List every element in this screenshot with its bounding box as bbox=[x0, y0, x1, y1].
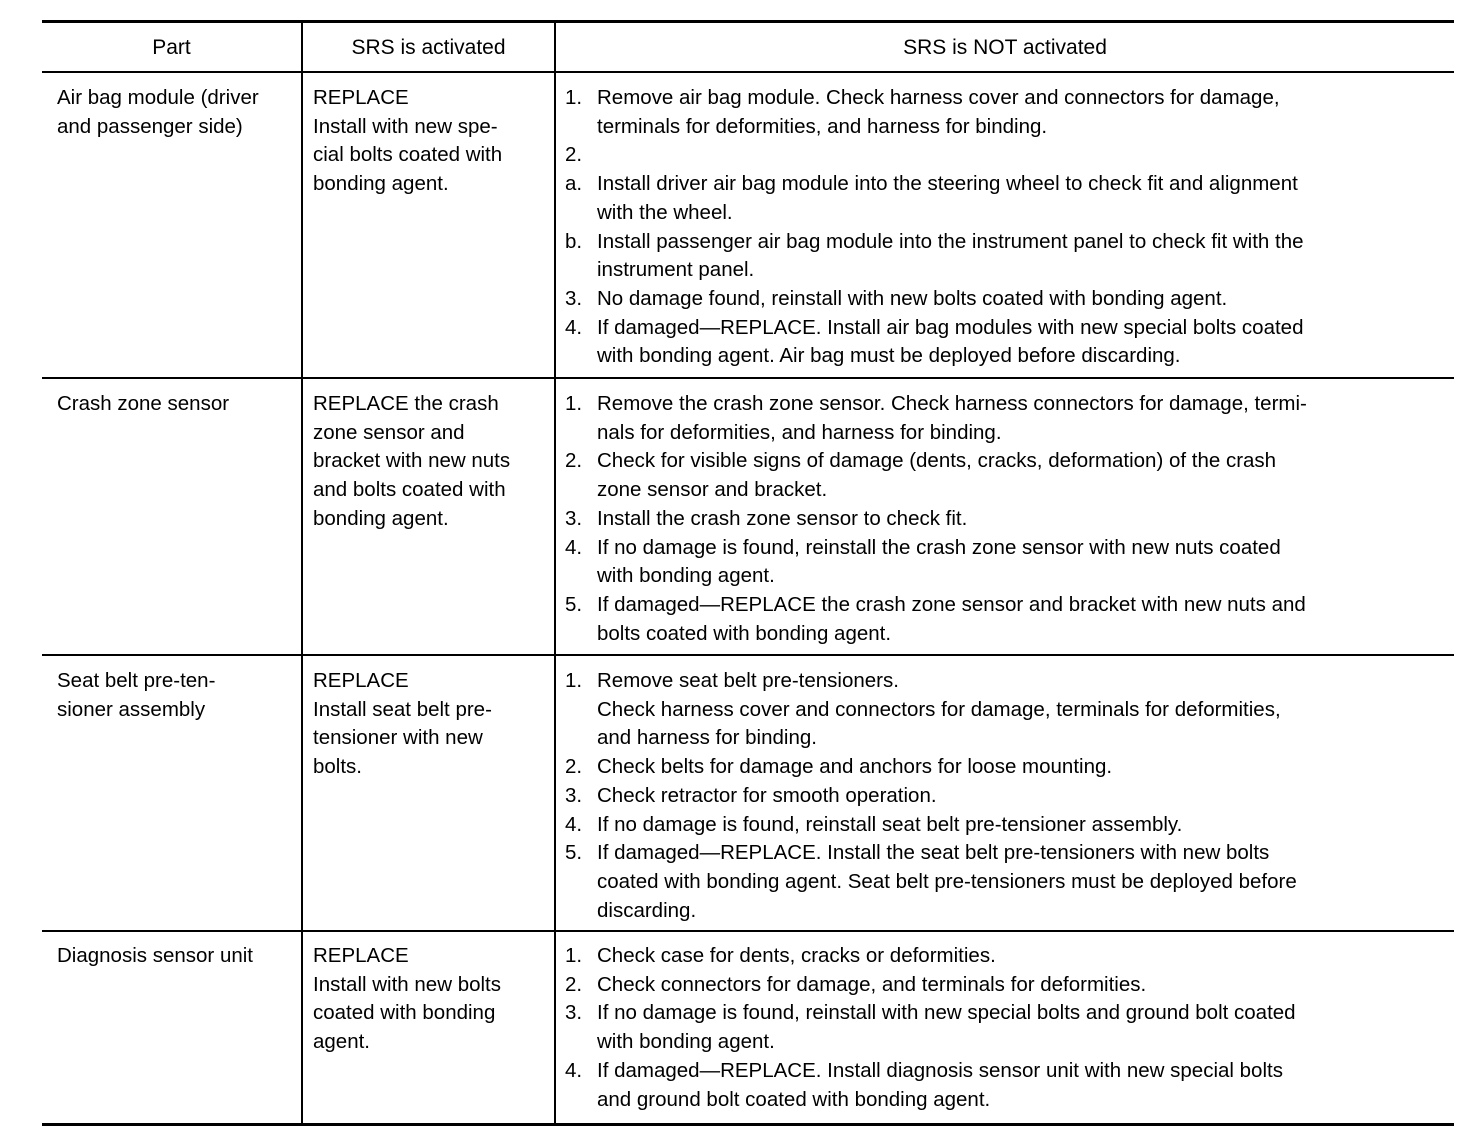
list-item: 1. Remove air bag module. Check harness cover and connectors for damage, terminals for deformities, and harness for binding. bbox=[565, 86, 1280, 138]
table-bottom-rule bbox=[42, 1123, 1454, 1126]
row-3-activated: REPLACE Install seat belt pre- tensioner with new bolts. bbox=[313, 669, 492, 779]
row-4-not-activated bbox=[565, 942, 1296, 1114]
list-item: 4. If damaged—REPLACE. Install diagnosis sensor unit with new special bolts and ground bolt coated with bonding agent. bbox=[565, 1058, 1283, 1111]
table-top-rule bbox=[42, 20, 1454, 23]
list-item: 3. Install the crash zone sensor to check fit. bbox=[565, 506, 968, 530]
row-3-part: Seat belt pre-ten- sioner assembly bbox=[57, 669, 216, 721]
list-item: 3. If no damage is found, reinstall with new special bolts and ground bolt coated with bonding agent. bbox=[565, 1001, 1296, 1054]
header-part: Part bbox=[152, 36, 191, 59]
list-item: 1. Remove seat belt pre-tensioners. Check harness cover and connectors for damage, terminals for deformities, and harness for binding. bbox=[565, 669, 1281, 750]
row-3-not-activated bbox=[565, 667, 1297, 925]
row-divider-1 bbox=[42, 377, 1454, 379]
row-1-part: Air bag module (driver and passenger side) bbox=[57, 86, 259, 138]
list-item: 1. Remove the crash zone sensor. Check harness connectors for damage, termi- nals for deformities, and harness for binding. bbox=[565, 392, 1307, 444]
column-divider-2 bbox=[554, 23, 556, 1123]
list-item: 3. Check retractor for smooth operation. bbox=[565, 783, 937, 807]
row-2-part: Crash zone sensor bbox=[57, 392, 230, 415]
row-1-not-activated bbox=[565, 84, 1304, 371]
list-item: 4. If no damage is found, reinstall seat belt pre-tensioner assembly. bbox=[565, 812, 1183, 836]
row-1-activated: REPLACE Install with new spe- cial bolts coated with bonding agent. bbox=[313, 86, 503, 196]
row-divider-3 bbox=[42, 930, 1454, 932]
header-rule bbox=[42, 71, 1454, 73]
list-item: 2. Check connectors for damage, and terminals for deformities. bbox=[565, 972, 1147, 996]
list-item: 5. If damaged—REPLACE. Install the seat belt pre-tensioners with new bolts coated with bonding agent. Seat belt pre-tensioners must be deployed before discarding. bbox=[565, 841, 1297, 922]
column-divider-1 bbox=[301, 23, 303, 1123]
row-4-part: Diagnosis sensor unit bbox=[57, 944, 253, 967]
row-2-not-activated bbox=[565, 390, 1307, 648]
list-item: 2. Check belts for damage and anchors for loose mounting. bbox=[565, 755, 1113, 779]
list-item: a. Install driver air bag module into the steering wheel to check fit and alignment with the wheel. bbox=[565, 172, 1298, 224]
list-item: 2. Check for visible signs of damage (dents, cracks, deformation) of the crash zone sensor and bracket. bbox=[565, 449, 1277, 502]
row-divider-2 bbox=[42, 654, 1454, 656]
row-4-activated: REPLACE Install with new bolts coated with bonding agent. bbox=[313, 944, 502, 1054]
list-item: 1. Check case for dents, cracks or deformities. bbox=[565, 944, 996, 967]
row-2-activated: REPLACE the crash zone sensor and bracket with new nuts and bolts coated with bonding agent. bbox=[313, 392, 511, 530]
list-item: 5. If damaged—REPLACE the crash zone sensor and bracket with new nuts and bolts coated with bonding agent. bbox=[565, 592, 1306, 645]
list-item: 2. bbox=[565, 143, 583, 167]
list-item: 3. No damage found, reinstall with new bolts coated with bonding agent. bbox=[565, 286, 1228, 310]
list-item: b. Install passenger air bag module into the instrument panel to check fit with the instrument panel. bbox=[565, 229, 1304, 282]
header-srs-activated: SRS is activated bbox=[351, 36, 506, 59]
header-srs-not-activated: SRS is NOT activated bbox=[903, 36, 1107, 59]
list-item: 4. If no damage is found, reinstall the crash zone sensor with new nuts coated with bonding agent. bbox=[565, 535, 1281, 588]
list-item: 4. If damaged—REPLACE. Install air bag modules with new special bolts coated with bonding agent. Air bag must be deployed before discarding. bbox=[565, 315, 1304, 368]
